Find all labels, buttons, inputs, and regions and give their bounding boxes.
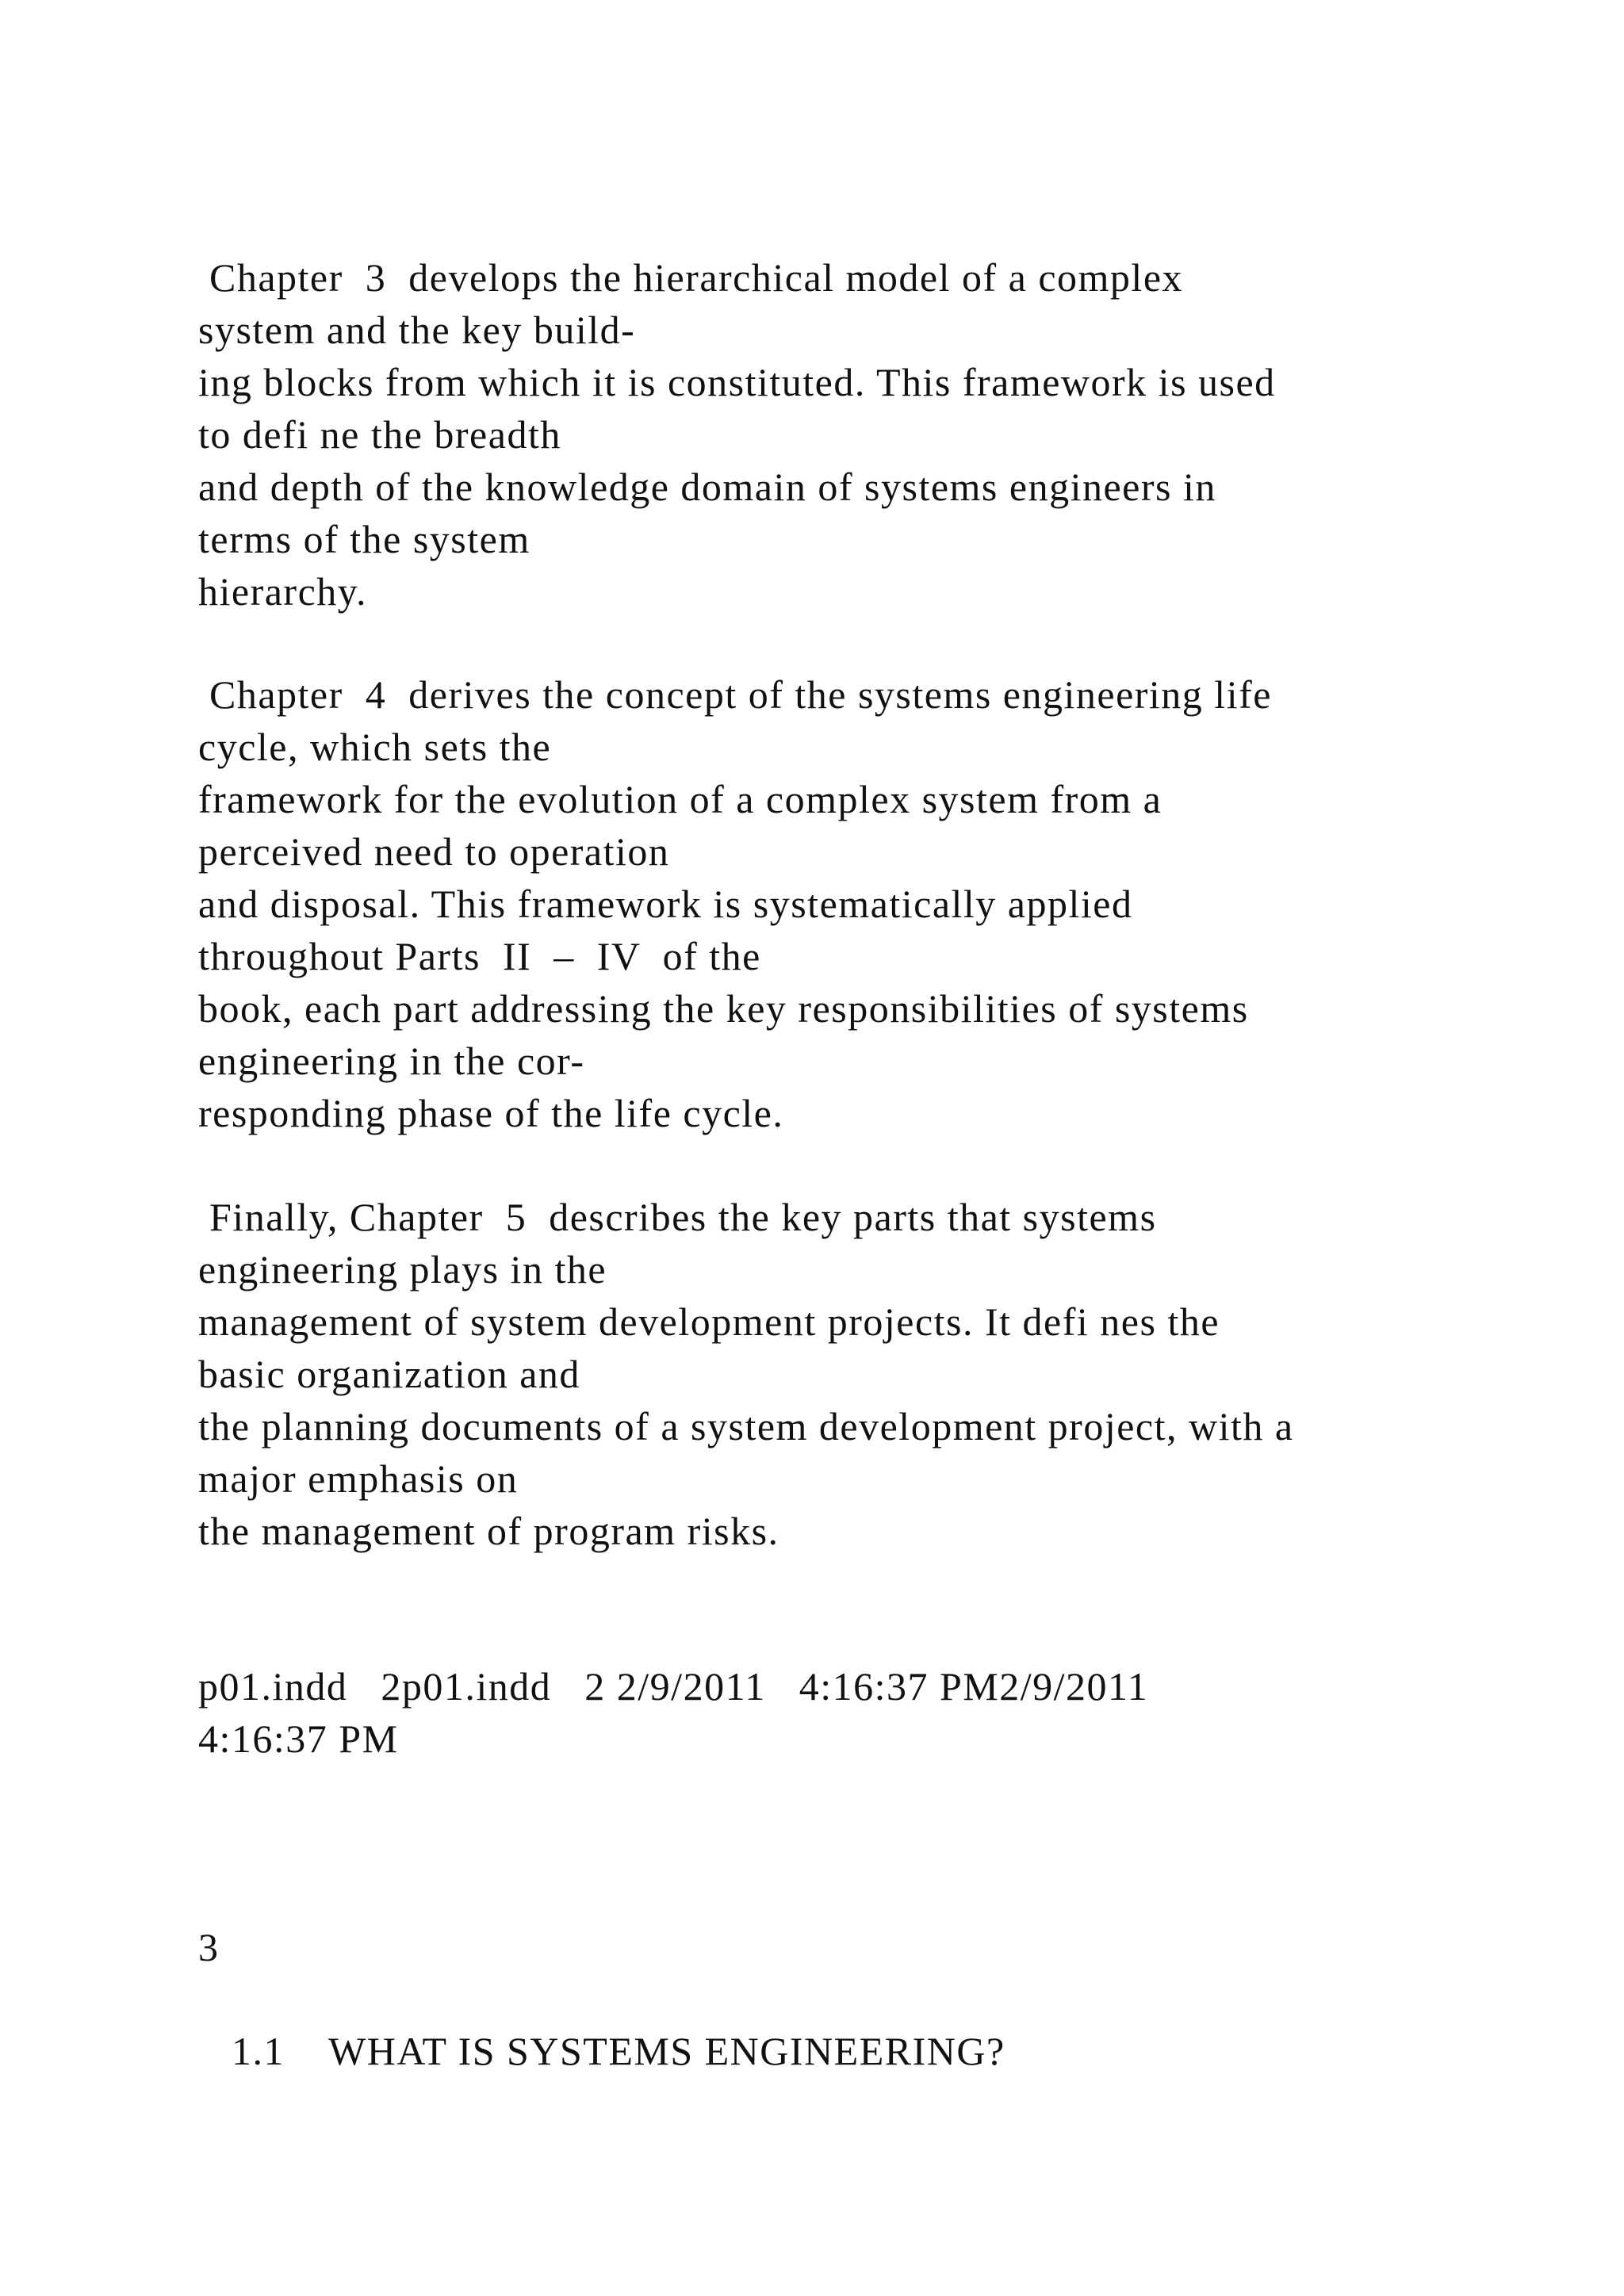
- text-line: ing blocks from which it is constituted. This framework is used: [198, 360, 1276, 404]
- text-line: to defi ne the breadth: [198, 412, 561, 457]
- text-line: engineering in the cor-: [198, 1039, 585, 1083]
- text-line: terms of the system: [198, 517, 530, 561]
- text-line: p01.indd 2p01.indd 2 2/9/2011 4:16:37 PM2/9/2011: [198, 1664, 1149, 1709]
- text-line: framework for the evolution of a complex system from a: [198, 777, 1162, 821]
- text-line: book, each part addressing the key responsibilities of systems: [198, 986, 1249, 1031]
- text-line: management of system development projects. It defi nes the: [198, 1299, 1220, 1344]
- section-heading: 1.1 WHAT IS SYSTEMS ENGINEERING?: [198, 2029, 1005, 2073]
- text-line: basic organization and: [198, 1352, 580, 1396]
- text-line: Finally, Chapter 5 describes the key parts that systems: [198, 1195, 1157, 1239]
- text-line: engineering plays in the: [198, 1247, 607, 1292]
- text-line: Chapter 4 derives the concept of the systems engineering life: [198, 672, 1272, 717]
- text-line: 4:16:37 PM: [198, 1716, 399, 1761]
- text-line: the management of program risks.: [198, 1509, 779, 1553]
- text-line: the planning documents of a system development project, with a: [198, 1404, 1294, 1448]
- page-number: 3: [198, 1925, 220, 1969]
- text-line: major emphasis on: [198, 1456, 519, 1501]
- text-line: Chapter 3 develops the hierarchical model of a complex: [198, 255, 1184, 300]
- text-line: throughout Parts II – IV of the: [198, 934, 761, 978]
- text-line: system and the key build-: [198, 308, 636, 352]
- text-line: and depth of the knowledge domain of systems engineers in: [198, 465, 1216, 509]
- text-line: perceived need to operation: [198, 829, 670, 874]
- text-line: cycle, which sets the: [198, 725, 552, 769]
- text-line: and disposal. This framework is systematically applied: [198, 882, 1133, 926]
- text-line: hierarchy.: [198, 569, 368, 614]
- text-line: responding phase of the life cycle.: [198, 1091, 784, 1135]
